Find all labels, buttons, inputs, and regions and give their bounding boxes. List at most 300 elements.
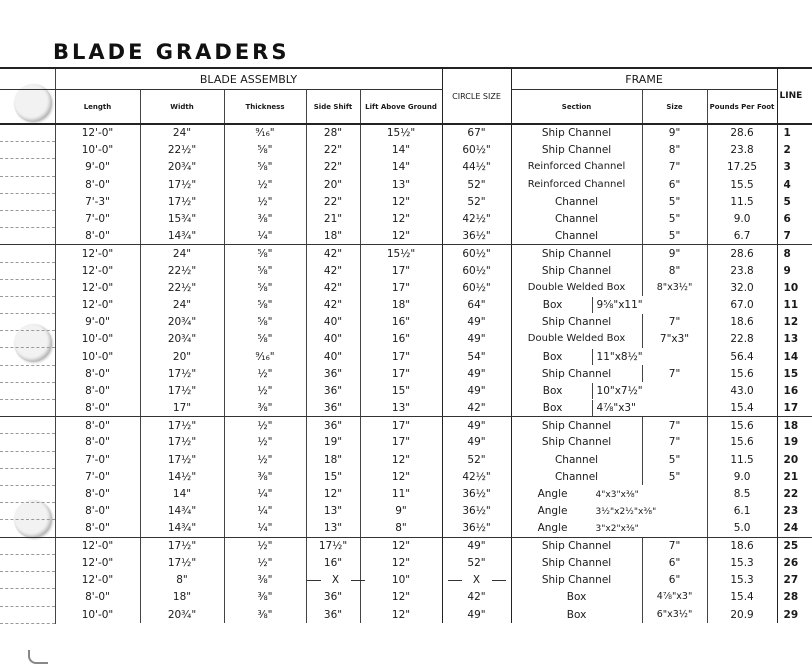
section-cell: Channel bbox=[511, 228, 642, 245]
pounds-cell: 15.4 bbox=[707, 400, 777, 417]
pounds-cell: 15.4 bbox=[707, 589, 777, 606]
size-cell: 7" bbox=[642, 537, 707, 554]
width-cell: 24" bbox=[140, 296, 224, 313]
section-size-cell bbox=[511, 503, 707, 520]
thickness-cell: ½" bbox=[224, 193, 306, 210]
thickness-cell: ⅜" bbox=[224, 400, 306, 417]
thickness-cell: ⅝" bbox=[224, 262, 306, 279]
margin-stub bbox=[0, 572, 55, 589]
lift-cell: 15½" bbox=[360, 124, 442, 142]
section-text: Box bbox=[542, 350, 563, 363]
table-row bbox=[0, 606, 812, 623]
side-shift-cell: 17½" bbox=[306, 537, 360, 554]
lift-cell: 18" bbox=[360, 296, 442, 313]
size-cell: 7" bbox=[642, 417, 707, 434]
margin-stub bbox=[0, 589, 55, 606]
margin-stub bbox=[0, 468, 55, 485]
side-shift-cell: 13" bbox=[306, 503, 360, 520]
length-cell: 12'-0" bbox=[55, 279, 140, 296]
line-header: LINE bbox=[777, 68, 812, 124]
line-number-cell: 25 bbox=[777, 537, 812, 554]
size-cell: 8"x3½" bbox=[642, 279, 707, 296]
width-cell: 20" bbox=[140, 348, 224, 365]
pounds-cell: 15.6 bbox=[707, 365, 777, 382]
length-cell: 10'-0" bbox=[55, 606, 140, 623]
table-row bbox=[0, 382, 812, 399]
length-cell: 12'-0" bbox=[55, 296, 140, 313]
width-cell: 17½" bbox=[140, 176, 224, 193]
thickness-cell: ½" bbox=[224, 555, 306, 572]
circle-cell: 49" bbox=[442, 382, 511, 399]
width-cell: 17½" bbox=[140, 451, 224, 468]
thickness-cell: ¼" bbox=[224, 485, 306, 502]
lift-cell: 12" bbox=[360, 555, 442, 572]
section-cell: Ship Channel bbox=[511, 314, 642, 331]
line-number-cell: 9 bbox=[777, 262, 812, 279]
margin-stub bbox=[0, 142, 55, 159]
length-cell: 10'-0" bbox=[55, 331, 140, 348]
size-text: 3½"x2½"x⅜" bbox=[595, 506, 657, 517]
size-cell: 6" bbox=[642, 572, 707, 589]
margin-stub bbox=[0, 485, 55, 502]
section-cell: Ship Channel bbox=[511, 365, 642, 382]
section-size-cell bbox=[511, 400, 707, 417]
lift-header: Lift Above Ground bbox=[360, 90, 442, 125]
margin-stub bbox=[0, 348, 55, 365]
margin-stub bbox=[0, 228, 55, 245]
width-cell: 17½" bbox=[140, 365, 224, 382]
width-cell: 14½" bbox=[140, 468, 224, 485]
pounds-cell: 6.1 bbox=[707, 503, 777, 520]
width-cell: 17½" bbox=[140, 434, 224, 451]
width-cell: 14" bbox=[140, 485, 224, 502]
pounds-cell: 67.0 bbox=[707, 296, 777, 313]
table-row bbox=[0, 176, 812, 193]
pounds-cell: 15.3 bbox=[707, 555, 777, 572]
margin-stub bbox=[0, 124, 55, 142]
table-row bbox=[0, 296, 812, 313]
circle-cell: 52" bbox=[442, 451, 511, 468]
section-cell: Box bbox=[511, 606, 642, 623]
side-shift-header: Side Shift bbox=[306, 90, 360, 125]
pounds-cell: 17.25 bbox=[707, 159, 777, 176]
blade-assembly-header: BLADE ASSEMBLY bbox=[55, 68, 442, 90]
circle-cell: 60½" bbox=[442, 279, 511, 296]
lift-cell: 12" bbox=[360, 451, 442, 468]
thickness-cell: ⅝" bbox=[224, 279, 306, 296]
thickness-cell: ⅝" bbox=[224, 331, 306, 348]
pounds-cell: 23.8 bbox=[707, 262, 777, 279]
lift-cell: 17" bbox=[360, 434, 442, 451]
length-cell: 12'-0" bbox=[55, 124, 140, 142]
length-cell: 8'-0" bbox=[55, 382, 140, 399]
length-cell: 8'-0" bbox=[55, 520, 140, 538]
circle-cell: 36½" bbox=[442, 520, 511, 538]
table-row bbox=[0, 348, 812, 365]
margin-stub bbox=[0, 262, 55, 279]
line-number-cell: 21 bbox=[777, 468, 812, 485]
section-cell: Reinforced Channel bbox=[511, 176, 642, 193]
length-cell: 12'-0" bbox=[55, 572, 140, 589]
section-size-cell bbox=[511, 520, 707, 538]
line-number-cell: 10 bbox=[777, 279, 812, 296]
width-cell: 22½" bbox=[140, 279, 224, 296]
section-text: Angle bbox=[537, 504, 568, 517]
margin-stub bbox=[0, 555, 55, 572]
thickness-cell: ⅝" bbox=[224, 159, 306, 176]
lift-cell: 12" bbox=[360, 228, 442, 245]
pounds-cell: 15.5 bbox=[707, 176, 777, 193]
line-number-cell: 16 bbox=[777, 382, 812, 399]
lift-cell: 12" bbox=[360, 589, 442, 606]
circle-cell: 49" bbox=[442, 365, 511, 382]
length-cell: 12'-0" bbox=[55, 537, 140, 554]
side-shift-cell: 28" bbox=[306, 124, 360, 142]
circle-cell: 44½" bbox=[442, 159, 511, 176]
table-row bbox=[0, 572, 812, 589]
length-cell: 9'-0" bbox=[55, 314, 140, 331]
length-cell: 8'-0" bbox=[55, 228, 140, 245]
size-cell: 7" bbox=[642, 365, 707, 382]
margin-stub bbox=[0, 451, 55, 468]
line-number-cell: 27 bbox=[777, 572, 812, 589]
thickness-cell: ⅜" bbox=[224, 210, 306, 227]
section-cell: Ship Channel bbox=[511, 262, 642, 279]
margin-stub bbox=[0, 537, 55, 554]
width-cell: 17½" bbox=[140, 537, 224, 554]
circle-cell: 36½" bbox=[442, 503, 511, 520]
side-shift-cell: 42" bbox=[306, 245, 360, 262]
line-number-cell: 23 bbox=[777, 503, 812, 520]
size-cell: 5" bbox=[642, 193, 707, 210]
width-cell: 17½" bbox=[140, 555, 224, 572]
line-number-cell: 5 bbox=[777, 193, 812, 210]
blade-graders-table bbox=[0, 67, 812, 624]
size-cell: 8" bbox=[642, 142, 707, 159]
corner-mark bbox=[28, 650, 48, 664]
circle-cell: 64" bbox=[442, 296, 511, 313]
lift-cell: 17" bbox=[360, 417, 442, 434]
length-cell: 8'-0" bbox=[55, 176, 140, 193]
circle-cell: 52" bbox=[442, 555, 511, 572]
circle-cell: 42" bbox=[442, 589, 511, 606]
lift-cell: 16" bbox=[360, 314, 442, 331]
section-cell: Ship Channel bbox=[511, 142, 642, 159]
section-cell: Channel bbox=[511, 451, 642, 468]
table-row bbox=[0, 555, 812, 572]
line-number-cell: 4 bbox=[777, 176, 812, 193]
section-cell: Ship Channel bbox=[511, 572, 642, 589]
margin-stub bbox=[0, 606, 55, 623]
section-cell: Reinforced Channel bbox=[511, 159, 642, 176]
thickness-cell: ⅝" bbox=[224, 296, 306, 313]
length-cell: 9'-0" bbox=[55, 159, 140, 176]
circle-cell: 52" bbox=[442, 176, 511, 193]
pounds-cell: 11.5 bbox=[707, 193, 777, 210]
length-cell: 12'-0" bbox=[55, 555, 140, 572]
pounds-cell: 28.6 bbox=[707, 245, 777, 262]
page-title: BLADE GRADERS bbox=[53, 40, 290, 64]
lift-cell: 13" bbox=[360, 176, 442, 193]
line-number-cell: 17 bbox=[777, 400, 812, 417]
margin-stub bbox=[0, 210, 55, 227]
pounds-cell: 9.0 bbox=[707, 210, 777, 227]
lift-cell: 12" bbox=[360, 537, 442, 554]
pounds-cell: 18.6 bbox=[707, 314, 777, 331]
size-cell: 7" bbox=[642, 159, 707, 176]
width-cell: 15¾" bbox=[140, 210, 224, 227]
section-cell: Channel bbox=[511, 210, 642, 227]
length-cell: 12'-0" bbox=[55, 245, 140, 262]
circle-cell: 49" bbox=[442, 314, 511, 331]
thickness-cell: ⁹⁄₁₆" bbox=[224, 124, 306, 142]
lift-cell: 9" bbox=[360, 503, 442, 520]
pounds-cell: 23.8 bbox=[707, 142, 777, 159]
side-shift-cell: 42" bbox=[306, 296, 360, 313]
margin-stub bbox=[0, 279, 55, 296]
pounds-cell: 20.9 bbox=[707, 606, 777, 623]
size-cell: 5" bbox=[642, 228, 707, 245]
lift-cell: 15" bbox=[360, 382, 442, 399]
thickness-cell: ⅜" bbox=[224, 589, 306, 606]
side-shift-cell: 40" bbox=[306, 331, 360, 348]
line-number-cell: 14 bbox=[777, 348, 812, 365]
size-cell: 6"x3½" bbox=[642, 606, 707, 623]
lift-cell: 12" bbox=[360, 193, 442, 210]
line-number-cell: 28 bbox=[777, 589, 812, 606]
section-cell: Ship Channel bbox=[511, 245, 642, 262]
size-cell: 9" bbox=[642, 124, 707, 142]
not-applicable-mark: X bbox=[307, 572, 365, 588]
section-cell: Ship Channel bbox=[511, 124, 642, 142]
side-shift-cell: 40" bbox=[306, 348, 360, 365]
length-cell: 8'-0" bbox=[55, 434, 140, 451]
side-shift-cell: 21" bbox=[306, 210, 360, 227]
size-cell: 5" bbox=[642, 210, 707, 227]
line-number-cell: 26 bbox=[777, 555, 812, 572]
width-cell: 14¾" bbox=[140, 228, 224, 245]
thickness-cell: ⅜" bbox=[224, 606, 306, 623]
lift-cell: 12" bbox=[360, 210, 442, 227]
pounds-cell: 28.6 bbox=[707, 124, 777, 142]
circle-cell: 49" bbox=[442, 537, 511, 554]
section-size-cell bbox=[511, 382, 707, 399]
circle-cell: 49" bbox=[442, 606, 511, 623]
side-shift-cell: 40" bbox=[306, 314, 360, 331]
width-cell: 8" bbox=[140, 572, 224, 589]
side-shift-cell: 22" bbox=[306, 193, 360, 210]
lift-cell: 12" bbox=[360, 606, 442, 623]
lift-cell: 8" bbox=[360, 520, 442, 538]
side-shift-cell: 19" bbox=[306, 434, 360, 451]
side-shift-cell: 36" bbox=[306, 400, 360, 417]
thickness-cell: ½" bbox=[224, 365, 306, 382]
line-number-cell: 24 bbox=[777, 520, 812, 538]
side-shift-cell: 36" bbox=[306, 589, 360, 606]
line-number-cell: 2 bbox=[777, 142, 812, 159]
lift-cell: 17" bbox=[360, 279, 442, 296]
pounds-cell: 15.6 bbox=[707, 434, 777, 451]
line-number-cell: 12 bbox=[777, 314, 812, 331]
table-row bbox=[0, 434, 812, 451]
line-number-cell: 6 bbox=[777, 210, 812, 227]
stub-header bbox=[0, 68, 55, 90]
section-cell: Channel bbox=[511, 468, 642, 485]
margin-stub bbox=[0, 314, 55, 331]
width-cell: 20¾" bbox=[140, 314, 224, 331]
side-shift-cell: 22" bbox=[306, 159, 360, 176]
table-row bbox=[0, 589, 812, 606]
thickness-header: Thickness bbox=[224, 90, 306, 125]
length-header: Length bbox=[55, 90, 140, 125]
line-number-cell: 18 bbox=[777, 417, 812, 434]
width-cell: 22½" bbox=[140, 142, 224, 159]
margin-stub bbox=[0, 176, 55, 193]
pounds-cell: 18.6 bbox=[707, 537, 777, 554]
size-text: 10"x7½" bbox=[592, 383, 643, 399]
pounds-cell: 6.7 bbox=[707, 228, 777, 245]
line-number-cell: 3 bbox=[777, 159, 812, 176]
table-row bbox=[0, 451, 812, 468]
thickness-cell: ⅝" bbox=[224, 142, 306, 159]
lift-cell: 11" bbox=[360, 485, 442, 502]
lift-cell: 16" bbox=[360, 331, 442, 348]
frame-header: FRAME bbox=[511, 68, 777, 90]
side-shift-cell: 22" bbox=[306, 142, 360, 159]
lift-cell: 17" bbox=[360, 365, 442, 382]
size-header: Size bbox=[642, 90, 707, 125]
width-cell: 22½" bbox=[140, 262, 224, 279]
side-shift-cell: 13" bbox=[306, 520, 360, 538]
circle-cell: 67" bbox=[442, 124, 511, 142]
table-row bbox=[0, 400, 812, 417]
circle-cell: 60½" bbox=[442, 142, 511, 159]
circle-cell: 49" bbox=[442, 434, 511, 451]
thickness-cell: ½" bbox=[224, 176, 306, 193]
pounds-cell: 22.8 bbox=[707, 331, 777, 348]
pounds-cell: 5.0 bbox=[707, 520, 777, 538]
width-cell: 17½" bbox=[140, 417, 224, 434]
circle-cell: 42½" bbox=[442, 468, 511, 485]
width-cell: 17½" bbox=[140, 193, 224, 210]
lift-cell: 14" bbox=[360, 159, 442, 176]
line-number-cell: 11 bbox=[777, 296, 812, 313]
section-header: Section bbox=[511, 90, 642, 125]
thickness-cell: ¼" bbox=[224, 520, 306, 538]
length-cell: 8'-0" bbox=[55, 589, 140, 606]
length-cell: 7'-0" bbox=[55, 468, 140, 485]
side-shift-cell: 18" bbox=[306, 451, 360, 468]
table-row bbox=[0, 159, 812, 176]
size-cell: 4⅞"x3" bbox=[642, 589, 707, 606]
lift-cell: 14" bbox=[360, 142, 442, 159]
length-cell: 12'-0" bbox=[55, 262, 140, 279]
thickness-cell: ⅝" bbox=[224, 245, 306, 262]
section-cell: Double Welded Box bbox=[511, 279, 642, 296]
length-cell: 10'-0" bbox=[55, 348, 140, 365]
circle-cell: 54" bbox=[442, 348, 511, 365]
circle-cell: 52" bbox=[442, 193, 511, 210]
table-row bbox=[0, 485, 812, 502]
circle-cell: 42" bbox=[442, 400, 511, 417]
margin-stub bbox=[0, 417, 55, 434]
side-shift-cell: 36" bbox=[306, 417, 360, 434]
margin-stub bbox=[0, 382, 55, 399]
width-header: Width bbox=[140, 90, 224, 125]
circle-cell: 42½" bbox=[442, 210, 511, 227]
margin-stub bbox=[0, 296, 55, 313]
section-text: Angle bbox=[537, 487, 568, 500]
table-row bbox=[0, 210, 812, 227]
pounds-cell: 43.0 bbox=[707, 382, 777, 399]
section-cell: Channel bbox=[511, 193, 642, 210]
line-number-cell: 7 bbox=[777, 228, 812, 245]
length-cell: 7'-0" bbox=[55, 210, 140, 227]
lift-cell: 10" bbox=[360, 572, 442, 589]
circle-cell: 60½" bbox=[442, 262, 511, 279]
table-row bbox=[0, 520, 812, 538]
table-row bbox=[0, 279, 812, 296]
circle-cell: 36½" bbox=[442, 485, 511, 502]
thickness-cell: ½" bbox=[224, 537, 306, 554]
side-shift-cell: 36" bbox=[306, 606, 360, 623]
table-row bbox=[0, 503, 812, 520]
table-row bbox=[0, 262, 812, 279]
circle-size-header: CIRCLE SIZE bbox=[442, 68, 511, 124]
line-number-cell: 29 bbox=[777, 606, 812, 623]
size-cell: 5" bbox=[642, 468, 707, 485]
table-row bbox=[0, 365, 812, 382]
thickness-cell: ½" bbox=[224, 451, 306, 468]
section-text: Box bbox=[542, 298, 563, 311]
table-row bbox=[0, 331, 812, 348]
size-text: 4⅞"x3" bbox=[592, 400, 636, 416]
line-number-cell: 15 bbox=[777, 365, 812, 382]
circle-cell bbox=[442, 572, 511, 589]
width-cell: 24" bbox=[140, 124, 224, 142]
not-applicable-mark: X bbox=[448, 572, 506, 588]
size-text: 11"x8½" bbox=[592, 349, 643, 365]
circle-cell: 49" bbox=[442, 417, 511, 434]
pounds-cell: 56.4 bbox=[707, 348, 777, 365]
table-row bbox=[0, 228, 812, 245]
width-cell: 17½" bbox=[140, 382, 224, 399]
line-number-cell: 13 bbox=[777, 331, 812, 348]
width-cell: 18" bbox=[140, 589, 224, 606]
size-text: 4"x3"x⅜" bbox=[595, 489, 639, 500]
thickness-cell: ½" bbox=[224, 434, 306, 451]
line-number-cell: 8 bbox=[777, 245, 812, 262]
length-cell: 8'-0" bbox=[55, 503, 140, 520]
length-cell: 10'-0" bbox=[55, 142, 140, 159]
size-cell: 7" bbox=[642, 434, 707, 451]
margin-stub bbox=[0, 365, 55, 382]
size-cell: 7" bbox=[642, 314, 707, 331]
margin-stub bbox=[0, 193, 55, 210]
line-number-cell: 20 bbox=[777, 451, 812, 468]
width-cell: 20¾" bbox=[140, 331, 224, 348]
length-cell: 8'-0" bbox=[55, 400, 140, 417]
table-row bbox=[0, 417, 812, 434]
width-cell: 20¾" bbox=[140, 159, 224, 176]
lift-cell: 13" bbox=[360, 400, 442, 417]
section-text: Angle bbox=[537, 521, 568, 534]
width-cell: 14¾" bbox=[140, 503, 224, 520]
side-shift-cell: 18" bbox=[306, 228, 360, 245]
section-size-cell bbox=[511, 296, 707, 313]
thickness-cell: ⅝" bbox=[224, 314, 306, 331]
table-row bbox=[0, 537, 812, 554]
